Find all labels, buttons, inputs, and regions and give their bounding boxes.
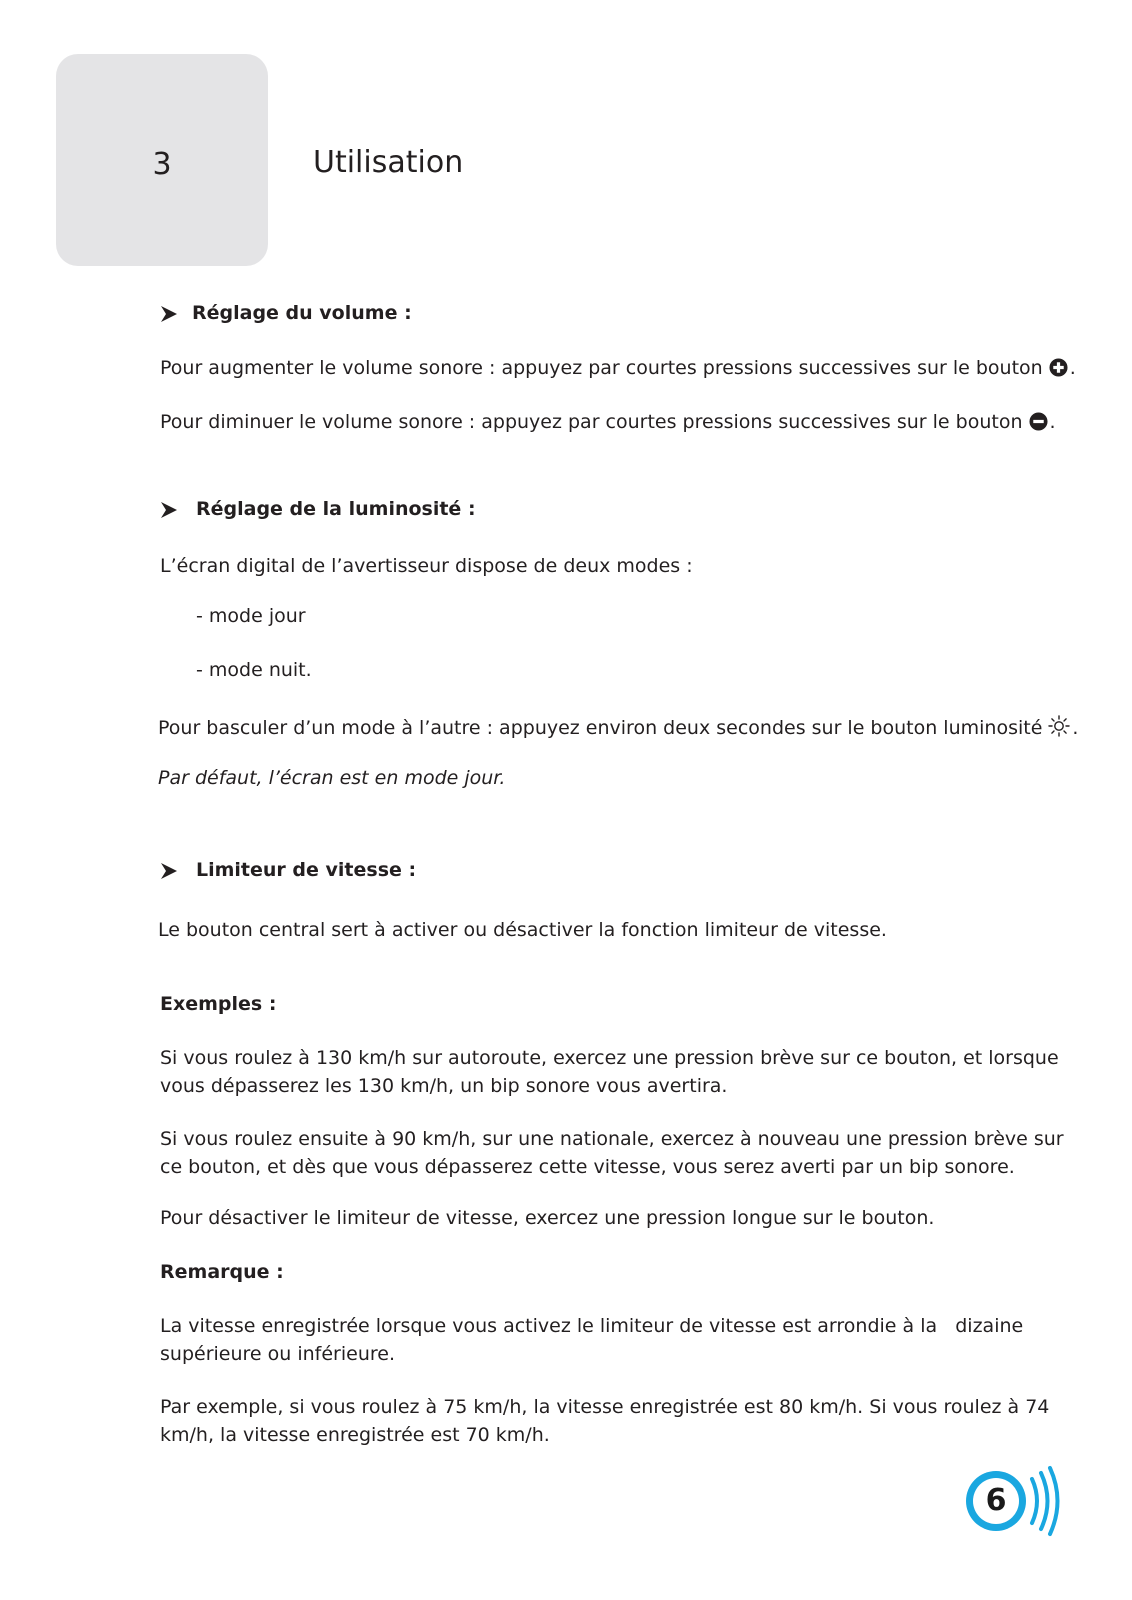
remark-2: Par exemple, si vous roulez à 75 km/h, la vitesse enregistrée est 80 km/h. Si vous roulez à 74 km/h, la vitesse enregistrée est 70 km/h. [160, 1396, 1050, 1446]
mode-day: - mode jour [196, 605, 306, 627]
minus-circle-icon [1029, 412, 1048, 435]
volume-decrease-text: Pour diminuer le volume sonore : appuyez par courtes pressions successives sur le bouton [160, 411, 1023, 433]
arrow-right-icon [160, 305, 178, 323]
volume-increase-line [160, 358, 1076, 381]
volume-increase-period: . [1069, 357, 1076, 379]
brightness-toggle-line [158, 715, 1078, 741]
chapter-number: 3 [152, 147, 172, 182]
brightness-heading-text: Réglage de la luminosité : [196, 498, 476, 520]
brightness-heading [160, 500, 476, 519]
speed-limiter-heading [160, 861, 416, 880]
chapter-title: Utilisation [313, 145, 464, 180]
remark-heading: Remarque : [160, 1261, 284, 1283]
example-1: Si vous roulez à 130 km/h sur autoroute, exercez une pression brève sur ce bouton, et lorsque vous dépasserez les 130 km/h, un bip sonore vous avertira. [160, 1047, 1059, 1097]
volume-heading [160, 304, 412, 323]
volume-heading-text: Réglage du volume : [192, 302, 412, 324]
deactivate-instruction: Pour désactiver le limiteur de vitesse, exercez une pression longue sur le bouton. [160, 1207, 935, 1229]
plus-circle-icon [1049, 358, 1068, 381]
brightness-default-note: Par défaut, l’écran est en mode jour. [158, 767, 506, 789]
page-number-badge [962, 1465, 1082, 1555]
brightness-toggle-text: Pour basculer d’un mode à l’autre : appuyez environ deux secondes sur le bouton luminosité [158, 717, 1043, 739]
speed-limiter-intro: Le bouton central sert à activer ou désactiver la fonction limiteur de vitesse. [158, 919, 887, 941]
examples-heading: Exemples : [160, 993, 277, 1015]
mode-night: - mode nuit. [196, 659, 312, 681]
chapter-number-box [56, 54, 268, 266]
arrow-right-icon [160, 501, 178, 519]
brightness-intro: L’écran digital de l’avertisseur dispose de deux modes : [160, 555, 693, 577]
arrow-right-icon [160, 862, 178, 880]
speed-limiter-heading-text: Limiteur de vitesse : [196, 859, 417, 881]
page-number: 6 [985, 1483, 1007, 1518]
brightness-toggle-period: . [1072, 717, 1079, 739]
sun-icon [1048, 715, 1070, 741]
volume-increase-text: Pour augmenter le volume sonore : appuyez par courtes pressions successives sur le bouton [160, 357, 1043, 379]
example-2: Si vous roulez ensuite à 90 km/h, sur une nationale, exercez à nouveau une pression brève sur ce bouton, et dès que vous dépasserez cette vitesse, vous serez averti par un bip sonore. [160, 1128, 1064, 1178]
remark-1: La vitesse enregistrée lorsque vous activez le limiteur de vitesse est arrondie à la dizaine supérieure ou inférieure. [160, 1315, 1030, 1365]
volume-decrease-period: . [1049, 411, 1056, 433]
volume-decrease-line [160, 412, 1056, 435]
